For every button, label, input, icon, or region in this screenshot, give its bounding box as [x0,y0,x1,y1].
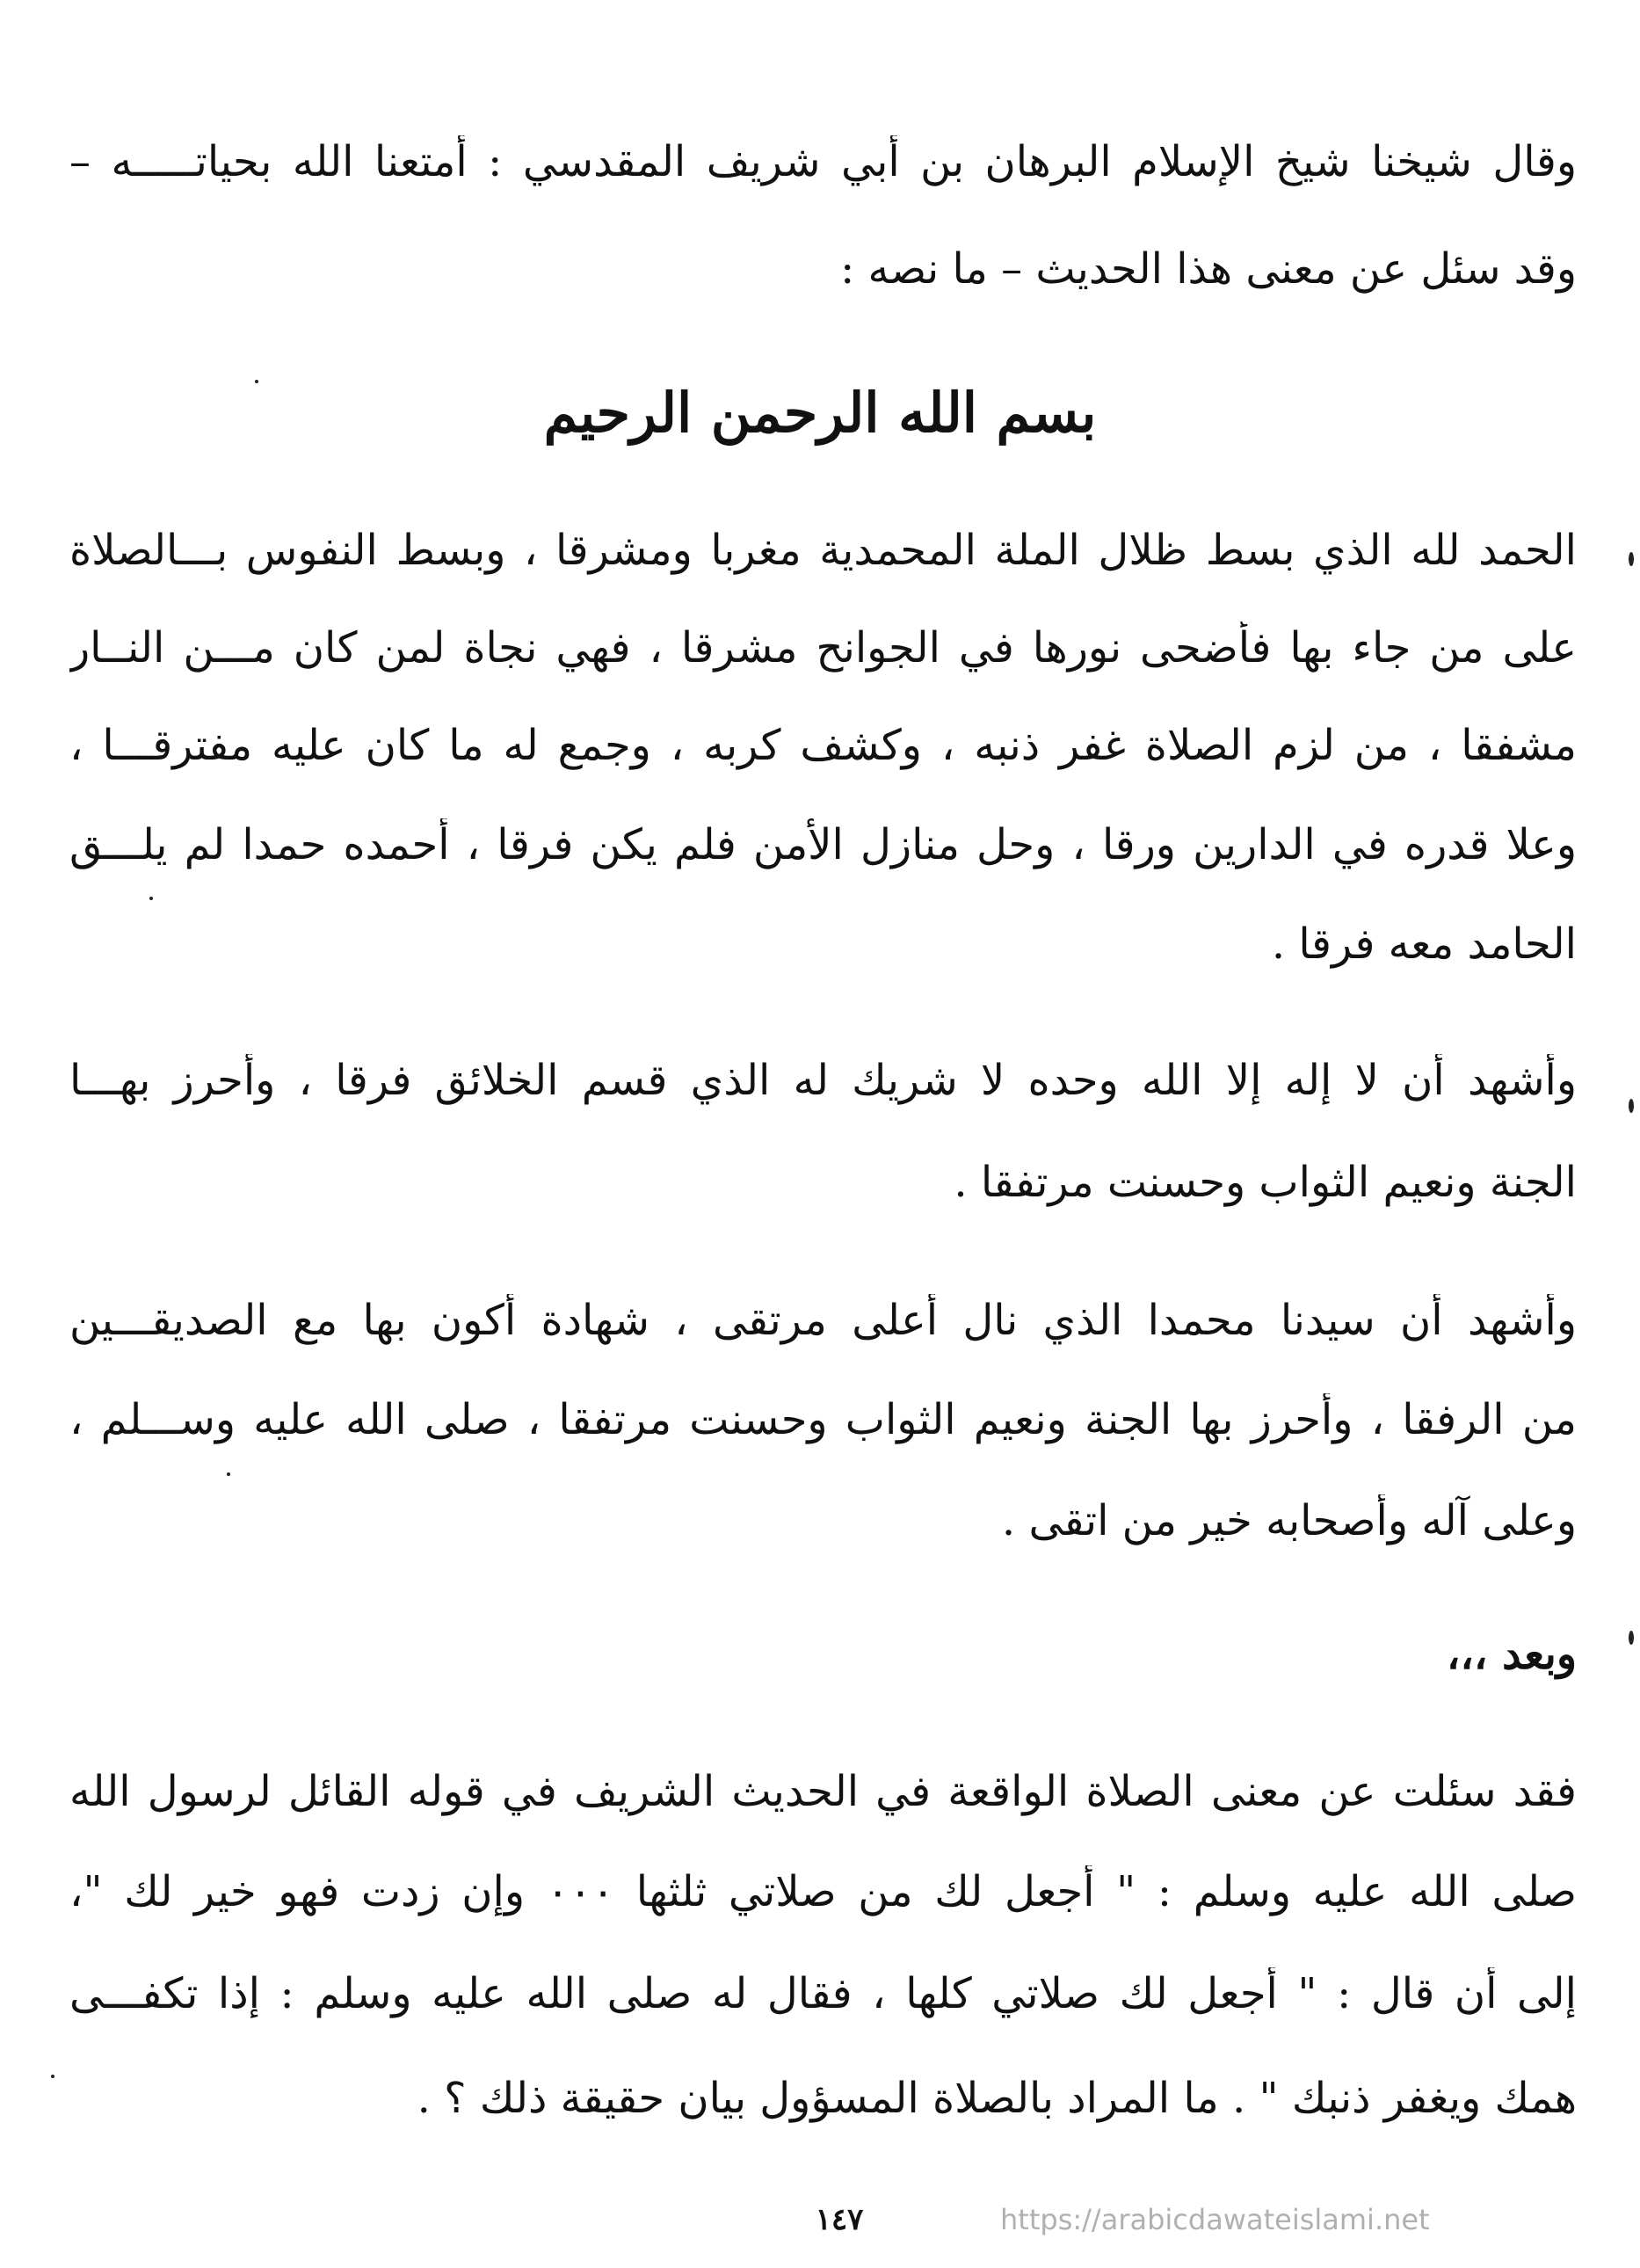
paragraph-1-line-4: وعلا قدره في الدارين ورقا ، وحل منازل الأمن فلم يكن فرقا ، أحمده حمدا لم يلـــق [69,820,1577,869]
paragraph-4-line-2: صلى الله عليه وسلم : " أجعل لك من صلاتي ثلثها ٠٠٠ وإن زدت فهو خير لك "، [69,1867,1577,1916]
scan-speck [1629,552,1634,566]
scan-speck [255,380,258,383]
paragraph-4-line-1: فقد سئلت عن معنى الصلاة الواقعة في الحديث الشريف في قوله القائل لرسول الله [69,1767,1577,1816]
scan-speck [1629,1099,1634,1113]
watermark-url: https://arabicdawateislami.net [1000,2203,1430,2236]
paragraph-3-line-1: وأشهد أن سيدنا محمدا الذي نال أعلى مرتقى ، شهادة أكون بها مع الصديقـــين [69,1296,1577,1345]
paragraph-2-line-2: الجنة ونعيم الثواب وحسنت مرتفقا . [954,1158,1577,1207]
scan-speck [227,1472,230,1476]
paragraph-1-line-1: الحمد لله الذي بسط ظلال الملة المحمدية مغربا ومشرقا ، وبسط النفوس بـــالصلاة [69,526,1577,575]
paragraph-1-line-2: على من جاء بها فأضحى نورها في الجوانح مشرقا ، فهي نجاة لمن كان مـــن النــار [69,623,1577,672]
scan-speck [51,2075,54,2078]
paragraph-4-line-4: همك ويغفر ذنبك " . ما المراد بالصلاة المسؤول بيان حقيقة ذلك ؟ . [417,2074,1577,2123]
page-number: ١٤٧ [815,2202,864,2237]
scan-speck [1629,1631,1634,1645]
paragraph-3-line-3: وعلى آله وأصحابه خير من اتقى . [1001,1496,1577,1545]
paragraph-1-line-3: مشفقا ، من لزم الصلاة غفر ذنبه ، وكشف كربه ، وجمع له ما كان عليه مفترقـــا ، [69,721,1577,770]
basmala-heading: بسم الله الرحمن الرحيم [543,381,1097,445]
intro-line-1: وقال شيخنا شيخ الإسلام البرهان بن أبي شريف المقدسي : أمتعنا الله بحياتـــــه – [69,137,1577,186]
paragraph-4-line-3: إلى أن قال : " أجعل لك صلاتي كلها ، فقال له صلى الله عليه وسلم : إذا تكفـــى [69,1969,1577,2018]
paragraph-3-line-2: من الرفقا ، وأحرز بها الجنة ونعيم الثواب وحسنت مرتفقا ، صلى الله عليه وســـلم ، [69,1395,1577,1444]
wabad-heading: وبعد ،،، [1446,1630,1577,1679]
paragraph-2-line-1: وأشهد أن لا إله إلا الله وحده لا شريك له الذي قسم الخلائق فرقا ، وأحرز بهـــا [69,1056,1577,1105]
paragraph-1-line-5: الحامد معه فرقا . [1271,920,1577,969]
intro-line-2: وقد سئل عن معنى هذا الحديث – ما نصه : [840,244,1577,294]
scan-speck [149,897,153,900]
